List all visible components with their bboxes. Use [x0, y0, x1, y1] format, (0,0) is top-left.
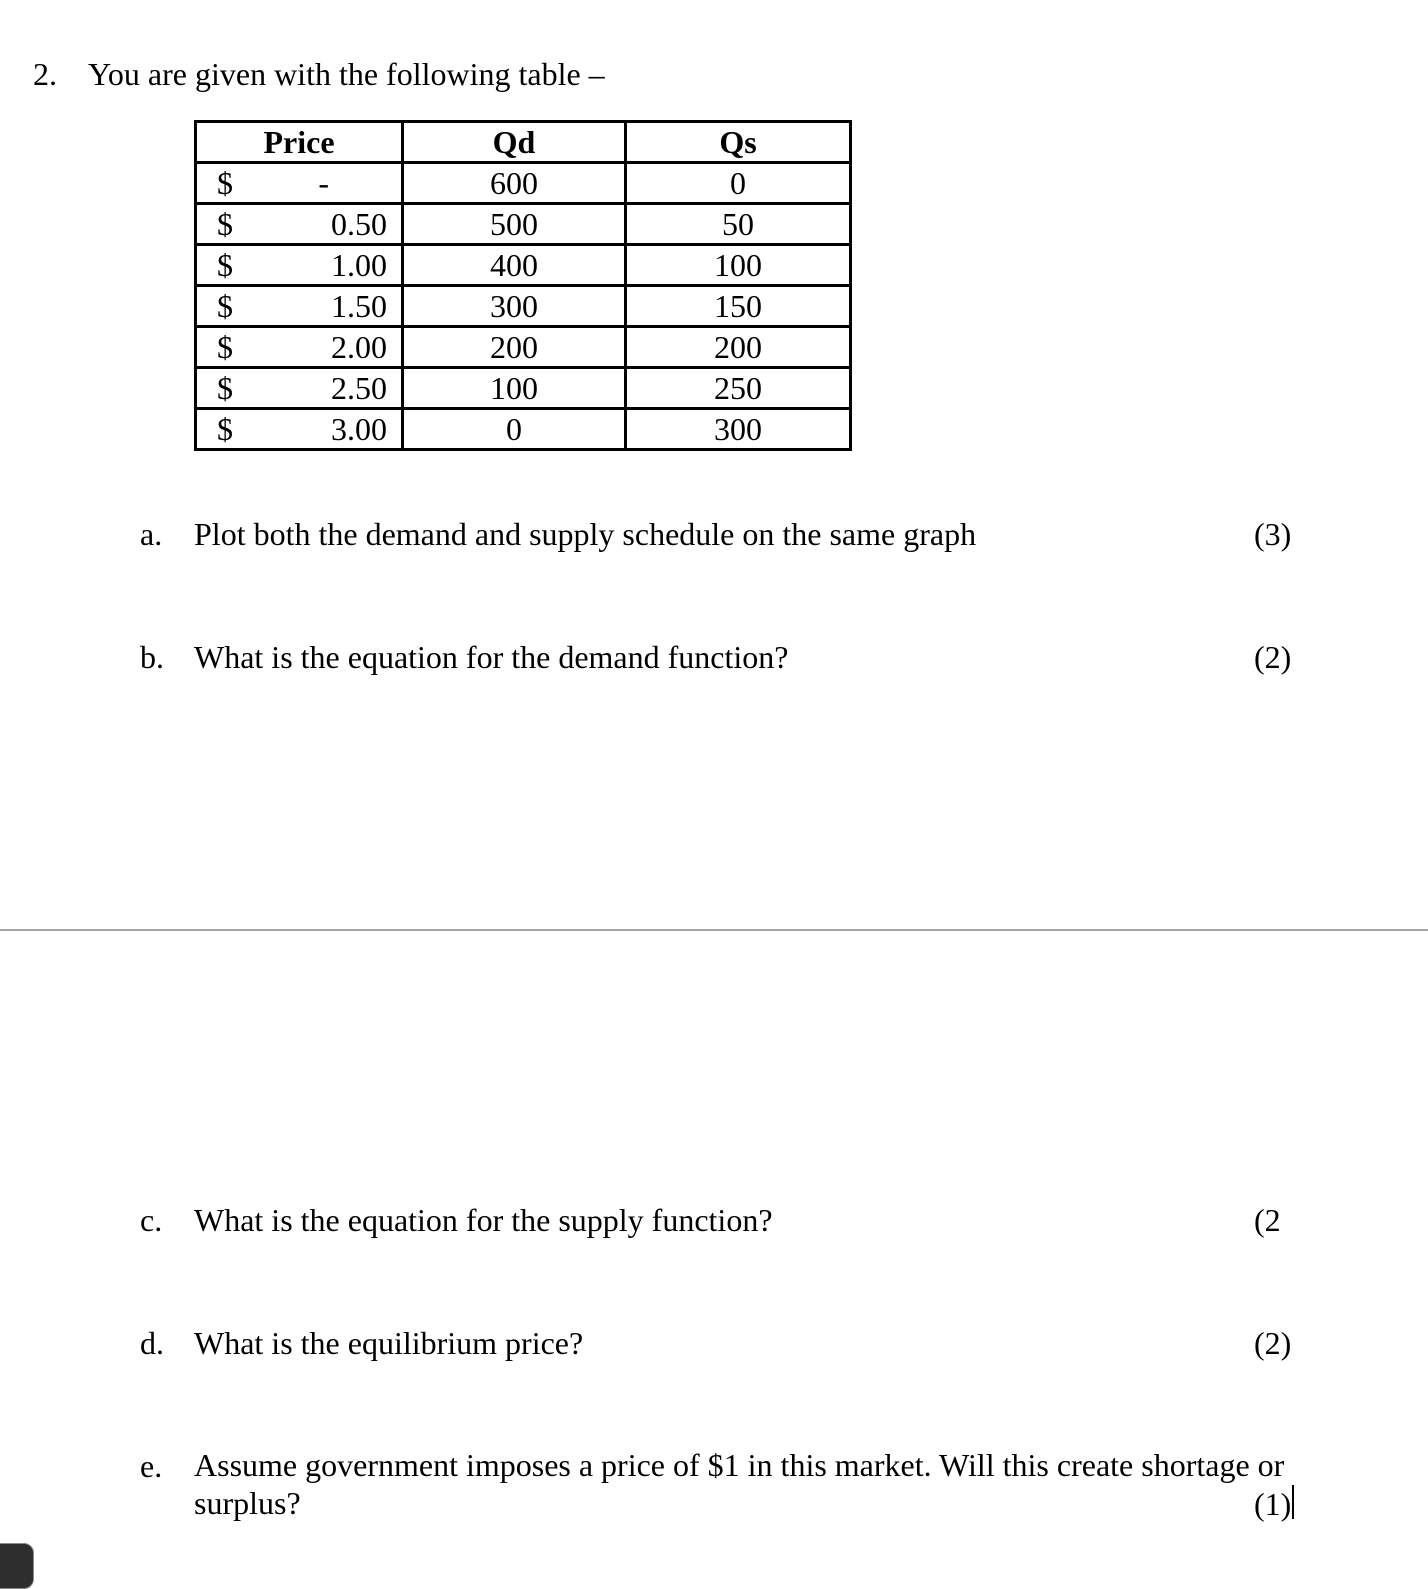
demand-supply-table: [194, 120, 852, 451]
price-cell: [196, 327, 403, 368]
price-value: 1.00: [331, 247, 387, 283]
header-price: Price: [196, 122, 403, 163]
price-value: 1.50: [331, 288, 387, 324]
qd-cell: 100: [403, 368, 626, 409]
header-qs: Qs: [626, 122, 851, 163]
price-value: 2.50: [331, 370, 387, 406]
table-row: [196, 327, 851, 368]
currency-symbol: $: [217, 165, 233, 201]
part-a-marks: (3): [1254, 516, 1292, 552]
price-cell: [196, 286, 403, 327]
price-value: 3.00: [331, 411, 387, 447]
price-cell: [196, 163, 403, 204]
part-e-marks: (1): [1254, 1486, 1292, 1522]
price-cell: [196, 204, 403, 245]
text-cursor: [1292, 1485, 1294, 1519]
part-b-letter: b.: [140, 639, 164, 675]
price-cell: [196, 368, 403, 409]
page-divider: [0, 929, 1428, 931]
part-c-marks: (2: [1254, 1202, 1281, 1238]
currency-symbol: $: [217, 206, 233, 242]
price-cell: [196, 409, 403, 450]
table-row: [196, 163, 851, 204]
part-d-text: What is the equilibrium price?: [194, 1325, 584, 1361]
qd-cell: 400: [403, 245, 626, 286]
part-e-text: Assume government imposes a price of $1 in this market. Will this create shortage or surplus?: [194, 1447, 1285, 1521]
table-header-row: [196, 122, 851, 163]
part-e-marks-wrapper: [1254, 1484, 1294, 1524]
table-row: [196, 286, 851, 327]
qd-cell: 300: [403, 286, 626, 327]
table-row: [196, 245, 851, 286]
currency-symbol: $: [217, 247, 233, 283]
part-b-text: What is the equation for the demand function?: [194, 639, 789, 675]
part-c-text: What is the equation for the supply function?: [194, 1202, 773, 1238]
currency-symbol: $: [217, 288, 233, 324]
qd-cell: 600: [403, 163, 626, 204]
table-row: [196, 204, 851, 245]
part-c-letter: c.: [140, 1202, 163, 1238]
price-value: -: [318, 165, 329, 201]
part-a-text: Plot both the demand and supply schedule on the same graph: [194, 516, 977, 552]
qs-cell: 100: [626, 245, 851, 286]
part-d-letter: d.: [140, 1325, 164, 1361]
price-value: 2.00: [331, 329, 387, 365]
qs-cell: 0: [626, 163, 851, 204]
part-e-letter: e.: [140, 1448, 163, 1484]
qd-cell: 0: [403, 409, 626, 450]
question-title: You are given with the following table –: [88, 56, 605, 92]
qs-cell: 200: [626, 327, 851, 368]
currency-symbol: $: [217, 370, 233, 406]
header-qd: Qd: [403, 122, 626, 163]
corner-tab[interactable]: [0, 1543, 34, 1589]
currency-symbol: $: [217, 411, 233, 447]
price-value: 0.50: [331, 206, 387, 242]
price-cell: [196, 245, 403, 286]
table-row: [196, 409, 851, 450]
qs-cell: 250: [626, 368, 851, 409]
part-a-letter: a.: [140, 516, 163, 552]
qd-cell: 500: [403, 204, 626, 245]
qs-cell: 300: [626, 409, 851, 450]
qs-cell: 150: [626, 286, 851, 327]
table-row: [196, 368, 851, 409]
part-d-marks: (2): [1254, 1325, 1292, 1361]
question-number: 2.: [33, 56, 57, 92]
currency-symbol: $: [217, 329, 233, 365]
qd-cell: 200: [403, 327, 626, 368]
qs-cell: 50: [626, 204, 851, 245]
part-b-marks: (2): [1254, 639, 1292, 675]
